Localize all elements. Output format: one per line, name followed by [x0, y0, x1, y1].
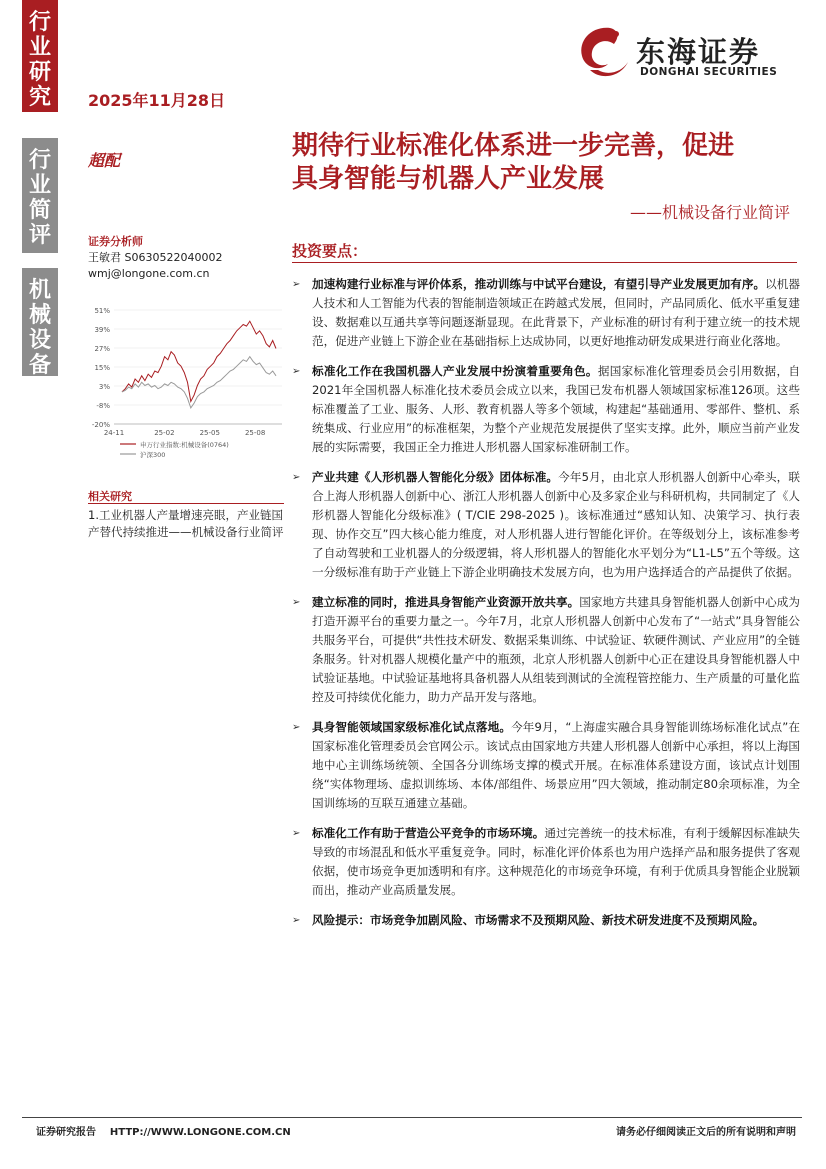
- chart-y-tick-label: 15%: [94, 364, 110, 372]
- footer-website[interactable]: 证券研究报告 HTTP://WWW.LONGONE.COM.CN: [36, 1127, 291, 1138]
- chart-y-tick-label: 27%: [94, 345, 110, 353]
- arrow-bullet-icon: ➢: [292, 722, 301, 733]
- key-point-item: ➢ 标准化工作在我国机器人产业发展中扮演着重要角色。据国家标准化管理委员会引用数据，自2021年全国机器人标准化技术委员会成立以来，我国已发布机器人领域国家标准126项。这些标准覆盖了工业、服务、人形、教育机器人等多个领域，构建起“基础通用、零部件、整机、系统集成、行业应用”的标准框架，为整个产业规范发展提供了坚实支撑。此外，顺应当前产业发展的实际需要，我国正全力推进人形机器人国家标准研制工作。: [292, 364, 800, 454]
- chart-y-tick-label: 39%: [94, 326, 110, 334]
- report-date: 2025年11月28日: [88, 91, 226, 110]
- chart-legend: [120, 440, 229, 459]
- arrow-bullet-icon: ➢: [292, 828, 301, 839]
- chart-x-ticks: [104, 429, 265, 437]
- divider: [292, 262, 797, 263]
- section-tab-industry-research: 行 业 研 究: [22, 0, 58, 112]
- arrow-bullet-icon: ➢: [292, 279, 301, 290]
- chart-series: [122, 321, 276, 408]
- chart-x-tick-label: 24-11: [103, 429, 125, 437]
- key-point-item: ➢ 产业共建《人形机器人智能化分级》团体标准。今年5月，由北京人形机器人创新中心牵头，联合上海人形机器人创新中心、浙江人形机器人创新中心及多家企业与科研机构，共同制定了《人形机器人智能化分级标准》( T/CIE 298-2025 )。该标准通过“感知认知、决策学习、执行表现、协作交互”四大核心能力维度，对人形机器人进行智能化评价。在等级划分上，该标准参考了自动驾驶和工业机器人的分级逻辑，将人形机器人的智能化水平划分为“L1-L5”五个等级。这一分级标准有助于产业链上下游企业明确技术发展方向，也为用户选择适合的产品提供了依据。: [292, 470, 800, 579]
- arrow-bullet-icon: ➢: [292, 366, 301, 377]
- divider: [88, 503, 284, 504]
- key-points-list: [290, 275, 800, 941]
- chart-y-tick-label: 51%: [94, 307, 110, 315]
- chart-grid: [114, 310, 282, 424]
- key-point-item: ➢ 具身智能领域国家级标准化试点落地。今年9月，“上海虚实融合具身智能训练场标准化试点”在国家标准化管理委员会官网公示。该试点由国家地方共建人形机器人创新中心承担，将以上海国地中心主训练场统领、全国各分训练场支撑的模式开展。在标准体系建设方面，该试点计划围绕“实体物理场、虚拟训练场、本体/部组件、场景应用”四大领域，推动制定80余项标准，为全国训练场的互联互通建立基础。: [292, 720, 800, 810]
- rating-label: 超配: [88, 151, 121, 170]
- risk-warning: ➢ 风险提示：市场竞争加剧风险、市场需求不及预期风险、新技术研发进度不及预期风险。: [290, 911, 800, 930]
- performance-chart: [80, 298, 290, 473]
- key-point-item: ➢ 建立标准的同时，推进具身智能产业资源开放共享。国家地方共建具身智能机器人创新中心成为打造开源平台的重要力量之一。今年7月，北京人形机器人创新中心发布了“一站式”具身智能公共服务平台，可提供“共性技术研发、数据采集训练、中试验证、软硬件测试、产业应用”的全链条服务。针对机器人规模化量产中的瓶颈，北京人形机器人创新中心正在建设具身智能机器人中试验证基地。中试验证基地将具备机器人从组装到测试的全流程管控能力、生产质量的可量化监控及可持续优化能力，助力产品开发与落地。: [292, 595, 800, 704]
- key-points-heading: 投资要点：: [292, 242, 368, 260]
- logo-english-name: DONGHAI SECURITIES: [640, 66, 778, 78]
- arrow-bullet-icon: ➢: [292, 915, 301, 926]
- analyst-info: [88, 250, 222, 282]
- section-tab-machinery: 机 械 设 备: [22, 268, 58, 376]
- page-title: 期待行业标准化体系进一步完善，促进 具身智能与机器人产业发展: [292, 131, 735, 194]
- related-research-heading: 相关研究: [88, 490, 132, 503]
- key-point-item: ➢ 加速构建行业标准与评价体系，推动训练与中试平台建设，有望引导产业发展更加有序。以机器人技术和人工智能为代表的智能制造领域正在跨越式发展，但同时，产品同质化、低水平重复建设、数据难以互通共享等问题逐渐显现。在此背景下，产业标准的研讨有利于建立统一的技术规范，促进产业链上下游企业在基础指标上达成协同，以更好地推动研发成果进行商业化落地。: [292, 277, 800, 348]
- related-research-item[interactable]: 1.工业机器人产量增速亮眼，产业链国产替代持续推进——机械设备行业简评: [88, 508, 284, 539]
- chart-y-tick-label: -20%: [91, 421, 110, 429]
- page-subtitle: ——机械设备行业简评: [629, 203, 790, 222]
- chart-legend-label: 沪深300: [140, 451, 166, 459]
- analyst-name: 王敏君 S0630522040002: [88, 251, 223, 264]
- key-point-item: ➢ 标准化工作有助于营造公平竞争的市场环境。通过完善统一的技术标准，有利于缓解因标准缺失导致的市场混乱和低水平重复竞争。同时，标准化评价体系也为用户选择产品和服务提供了客观依据，使市场竞争更加透明和有序。这种规范化的市场竞争环境，有利于优质具身智能企业脱颖而出，推动产业高质量发展。: [292, 826, 800, 897]
- section-tab-industry-brief: 行 业 简 评: [22, 138, 58, 253]
- chart-y-ticks: [92, 307, 110, 429]
- chart-x-tick-label: 25-08: [244, 429, 266, 437]
- chart-legend-label: 申万行业指数:机械设备(0764): [140, 441, 229, 449]
- arrow-bullet-icon: ➢: [292, 597, 301, 608]
- analyst-email[interactable]: wmj@longone.com.cn: [88, 267, 210, 280]
- footer-divider: [22, 1117, 802, 1118]
- chart-y-tick-label: -8%: [96, 402, 110, 410]
- logo-chinese-name: 东海证券: [636, 35, 761, 69]
- donghai-logo-icon: [570, 22, 636, 84]
- chart-x-tick-label: 25-02: [154, 429, 175, 437]
- analyst-heading: 证券分析师: [88, 235, 143, 248]
- arrow-bullet-icon: ➢: [292, 472, 301, 483]
- chart-y-tick-label: 3%: [98, 383, 110, 391]
- chart-x-tick-label: 25-05: [199, 429, 220, 437]
- footer-disclaimer: 请务必仔细阅读正文后的所有说明和声明: [616, 1127, 796, 1138]
